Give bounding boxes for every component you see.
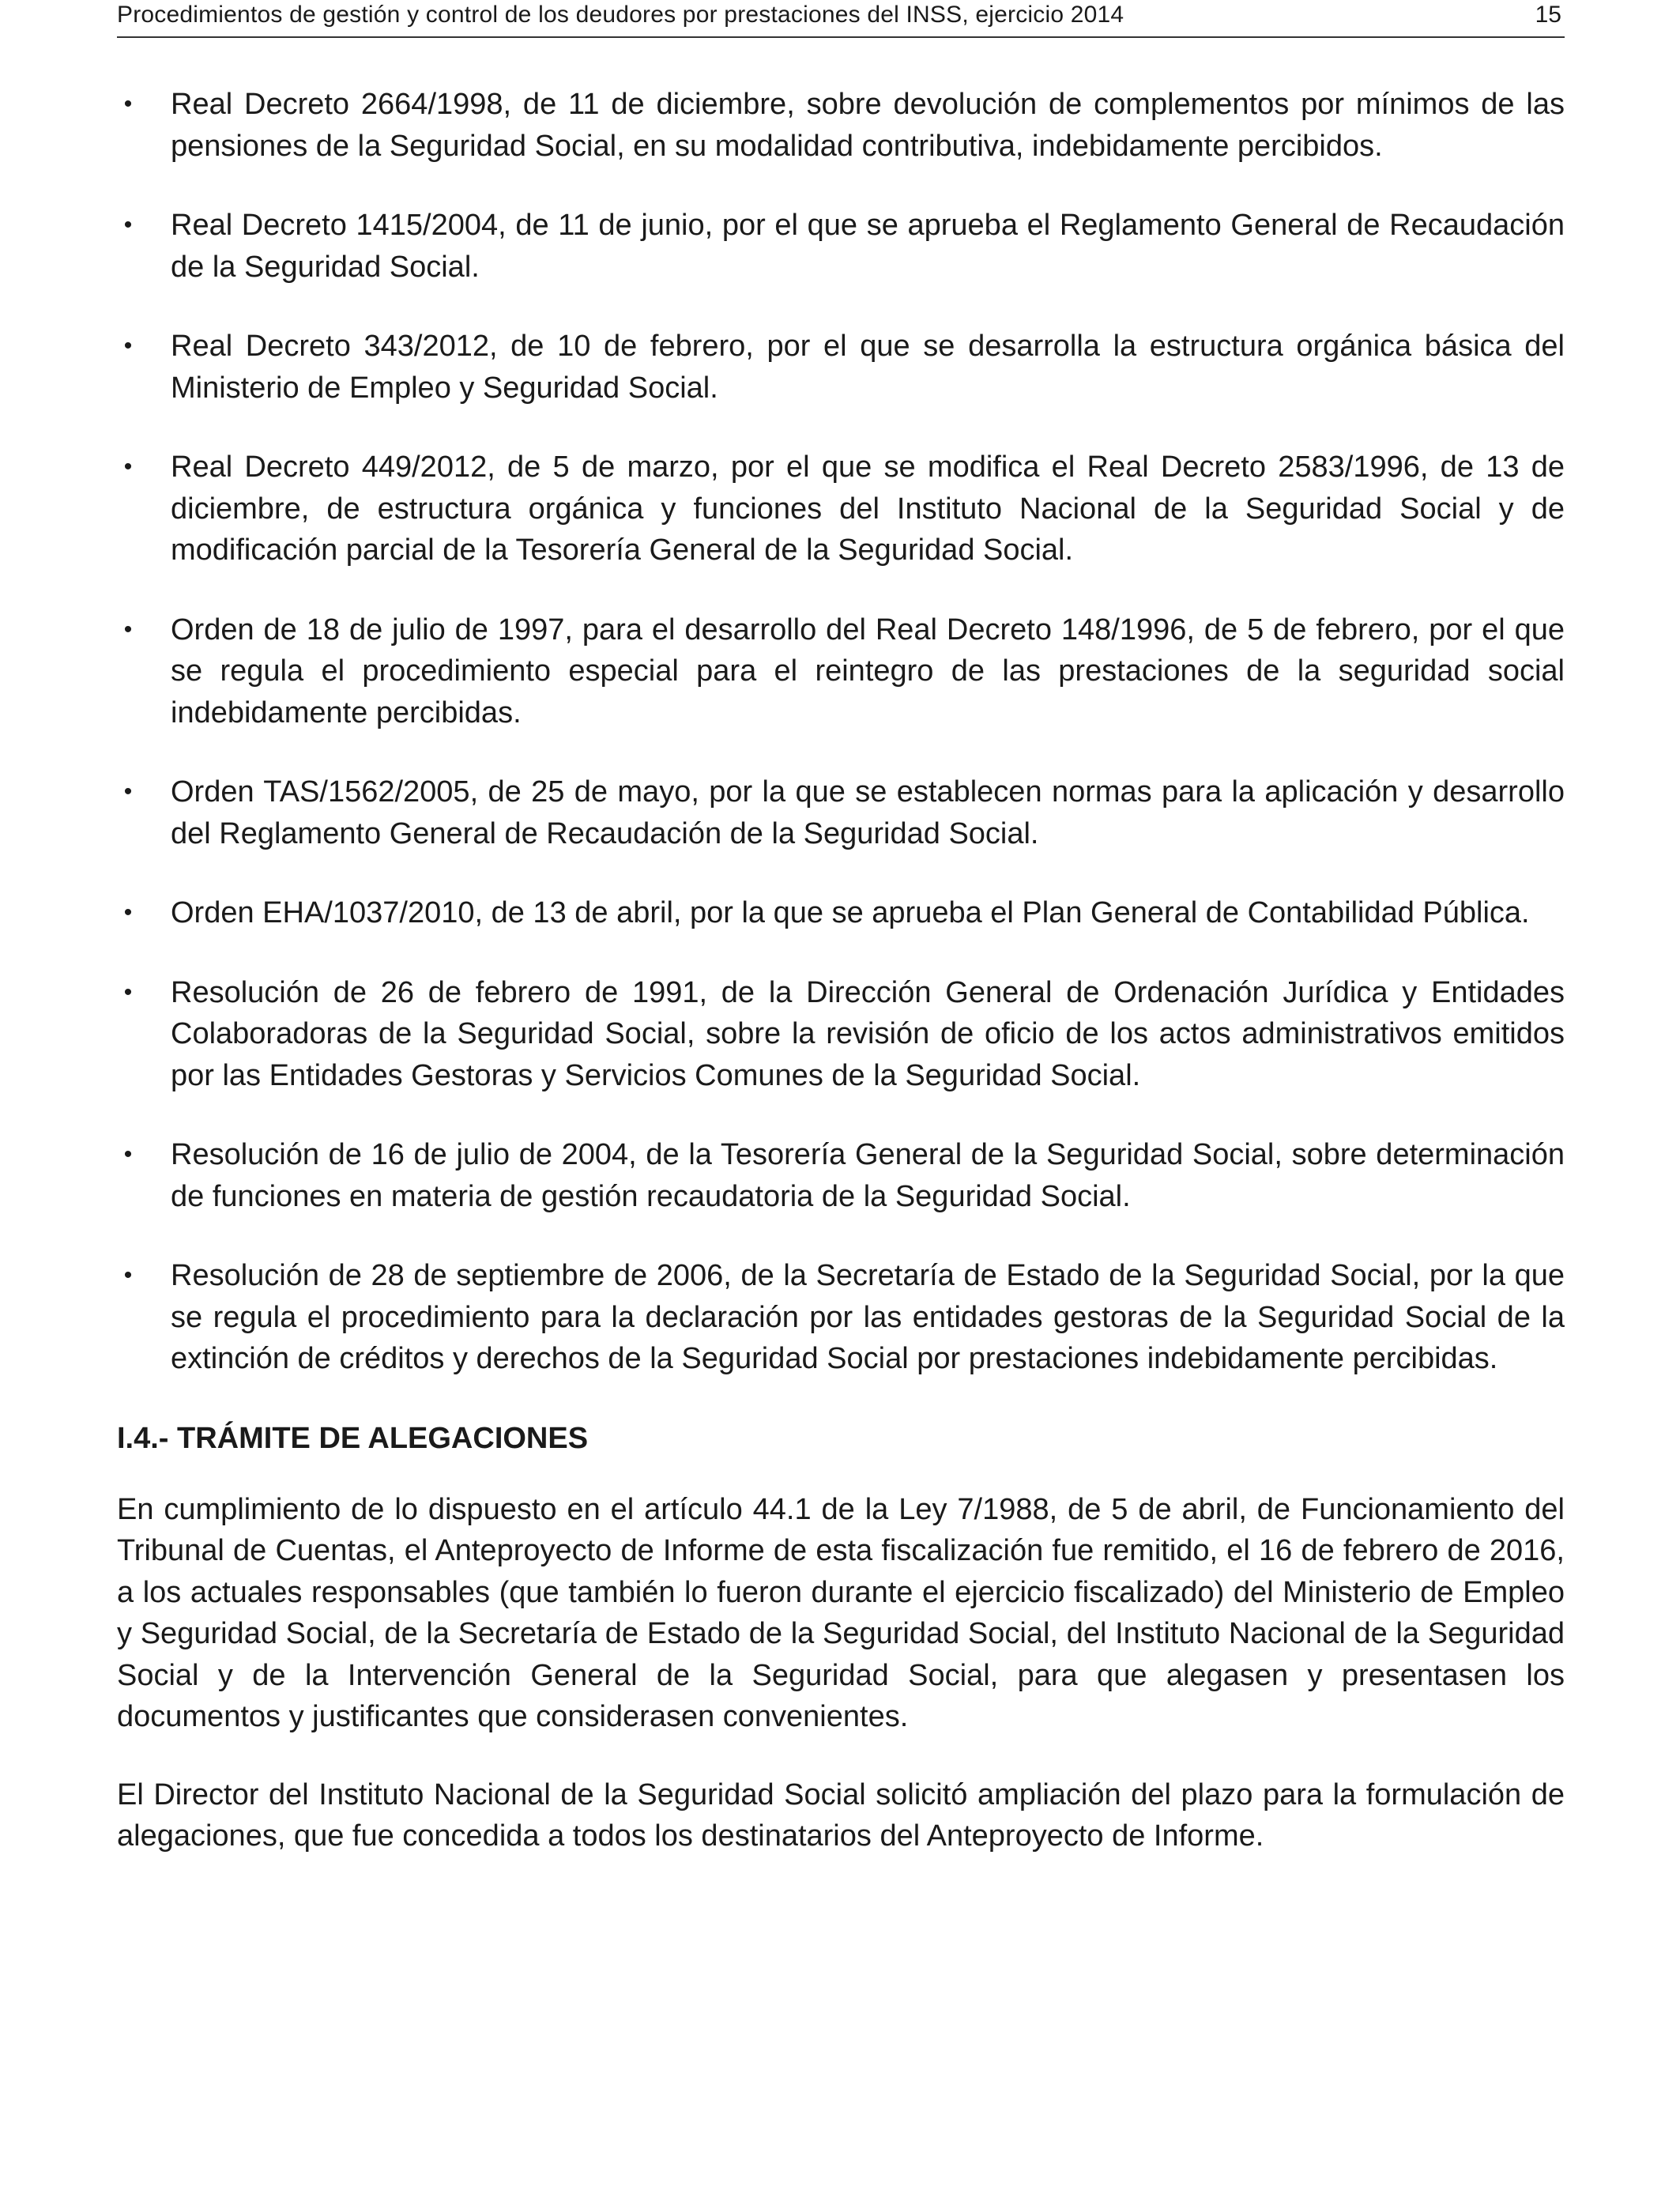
- list-item: [117, 1255, 1565, 1380]
- bullet-icon: •: [123, 1141, 133, 1167]
- bullet-icon: •: [123, 778, 133, 805]
- section-heading: I.4.- TRÁMITE DE ALEGACIONES: [117, 1421, 589, 1455]
- bullet-icon: •: [123, 1262, 133, 1288]
- list-item: [117, 205, 1565, 288]
- bullet-icon: •: [123, 91, 133, 117]
- list-item-text: Orden TAS/1562/2005, de 25 de mayo, por la que se establecen normas para la aplicación y desarrollo del Reglamento General de Recaudación de la Seguridad Social.: [171, 775, 1565, 850]
- document-body: [117, 84, 1565, 1894]
- list-item-text: Real Decreto 1415/2004, de 11 de junio, por el que se aprueba el Reglamento General de Recaudación de la Seguridad Social.: [171, 209, 1565, 284]
- list-item-text: Real Decreto 449/2012, de 5 de marzo, por el que se modifica el Real Decreto 2583/1996, de 13 de diciembre, de estructura orgánica y funciones del Instituto Nacional de la Seguridad Social y de modificación parcial de la Tesorería General de la Seguridad Social.: [171, 450, 1565, 567]
- list-item: [117, 84, 1565, 167]
- list-item-text: Resolución de 26 de febrero de 1991, de la Dirección General de Ordenación Jurídica y Entidades Colaboradoras de la Seguridad Social, sobre la revisión de oficio de los actos administrativos emitidos por las Entidades Gestoras y Servicios Comunes de la Seguridad Social.: [171, 975, 1565, 1092]
- bullet-icon: •: [123, 333, 133, 359]
- legislation-list: [117, 84, 1565, 1380]
- list-item: [117, 972, 1565, 1097]
- page-number: 15: [1535, 2, 1561, 28]
- list-item: [117, 1134, 1565, 1217]
- bullet-icon: •: [123, 899, 133, 925]
- list-item-text: Orden EHA/1037/2010, de 13 de abril, por la que se aprueba el Plan General de Contabilidad Pública.: [171, 896, 1530, 929]
- list-item: [117, 326, 1565, 409]
- header-title: Procedimientos de gestión y control de los deudores por prestaciones del INSS, ejercicio 2014: [117, 2, 1124, 28]
- list-item-text: Resolución de 28 de septiembre de 2006, de la Secretaría de Estado de la Seguridad Social, por la que se regula el procedimiento para la declaración por las entidades gestoras de la Seguridad Social de la extinción de créditos y derechos de la Seguridad Social por prestaciones indebidamente percibidas.: [171, 1259, 1565, 1375]
- list-item: [117, 892, 1565, 934]
- bullet-icon: •: [123, 454, 133, 480]
- body-paragraph: En cumplimiento de lo dispuesto en el artículo 44.1 de la Ley 7/1988, de 5 de abril, de Funcionamiento del Tribunal de Cuentas, el Anteproyecto de Informe de esta fiscalización fue remitido, el 16 de febrero de 2016, a los actuales responsables (que también lo fueron durante el ejercicio fiscalizado) del Ministerio de Empleo y Seguridad Social, de la Secretaría de Estado de la Seguridad Social, del Instituto Nacional de la Seguridad Social y de la Intervención General de la Seguridad Social, para que alegasen y presentasen los documentos y justificantes que considerasen convenientes.: [117, 1492, 1565, 1733]
- list-item-text: Real Decreto 343/2012, de 10 de febrero, por el que se desarrolla la estructura orgánica básica del Ministerio de Empleo y Seguridad Social.: [171, 330, 1565, 405]
- bullet-icon: •: [123, 212, 133, 238]
- body-paragraph: El Director del Instituto Nacional de la Seguridad Social solicitó ampliación del plazo para la formulación de alegaciones, que fue concedida a todos los destinatarios del Anteproyecto de Informe.: [117, 1777, 1565, 1853]
- list-item-text: Real Decreto 2664/1998, de 11 de diciembre, sobre devolución de complementos por mínimos de las pensiones de la Seguridad Social, en su modalidad contributiva, indebidamente percibidos.: [171, 88, 1565, 163]
- list-item-text: Orden de 18 de julio de 1997, para el desarrollo del Real Decreto 148/1996, de 5 de febrero, por el que se regula el procedimiento especial para el reintegro de las prestaciones de la seguridad social indebidamente percibidas.: [171, 613, 1565, 729]
- bullet-icon: •: [123, 616, 133, 643]
- list-item: [117, 447, 1565, 571]
- list-item-text: Resolución de 16 de julio de 2004, de la Tesorería General de la Seguridad Social, sobre determinación de funciones en materia de gestión recaudatoria de la Seguridad Social.: [171, 1138, 1565, 1213]
- list-item: [117, 771, 1565, 854]
- list-item: [117, 609, 1565, 734]
- page-header: [117, 0, 1565, 38]
- bullet-icon: •: [123, 978, 133, 1005]
